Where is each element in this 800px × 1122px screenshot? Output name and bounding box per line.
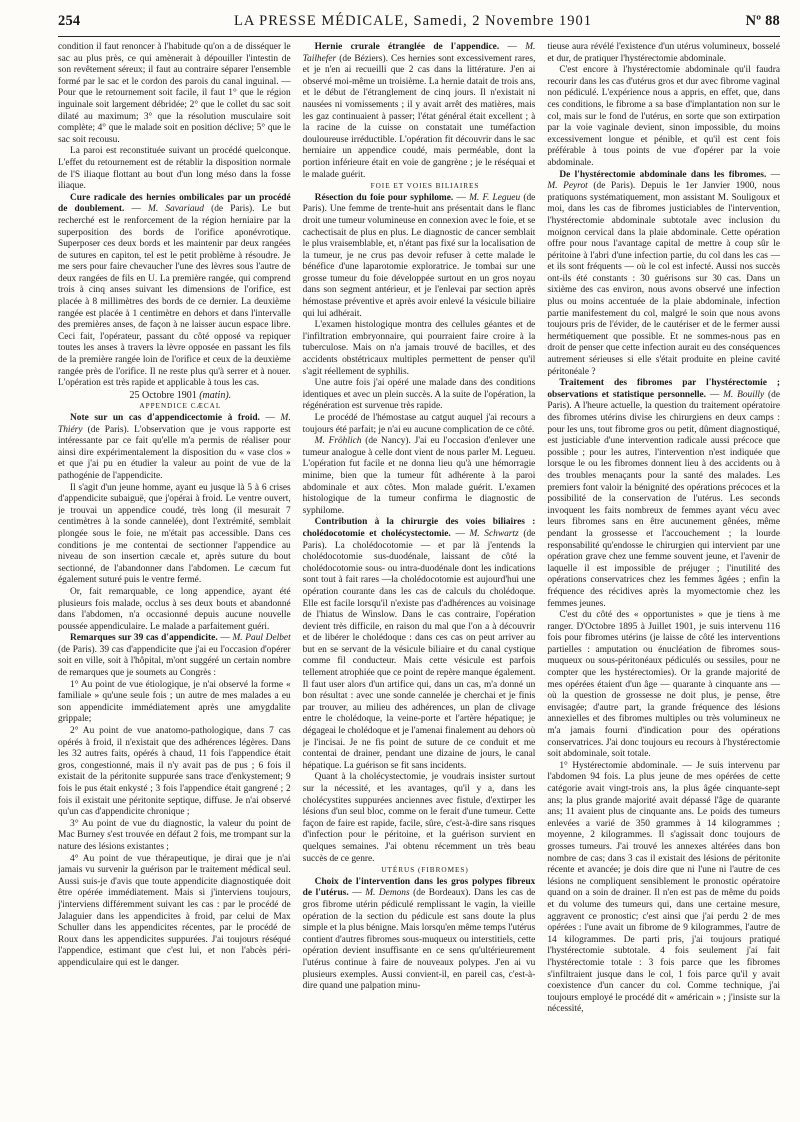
paragraph: Remarques sur 39 cas d'appendicite. — M. Paul Delbet (de Paris). 39 cas d'appendicite que j'ai eu l'occasion d'opérer soit en ville, soit à l'hôpital, m'ont suggéré un certain nombre de remarques que je soumets au Congrès : [58,633,291,679]
column-1 [58,42,291,1118]
article-text: (de Paris). Une femme de trente-huit ans présentait dans le flanc droit une tumeur volumineuse en connexion avec le foie, et se cachectisait de plus en plus. Le diagnostic de cancer semblait le plus vraisemblable, et, n'étant pas fixé sur la localisation de la tumeur, je ne crus pas devoir refuser à cette malade le bénéfice d'une laparotomie exploratrice. Je tombai sur une grosse tumeur du foie développée surtout en un gros noyau dans son segment antérieur, et je l'enlevai par section après hémostase préventive et après avoir enlevé la vésicule biliaire qui lui adhérait. [302,192,536,319]
article-text: (de Bordeaux). Dans les cas de gros fibrome utérin pédiculé remplissant le vagin, la vieille opération de la section du pédicule est sans doute la plus simple et la plus bénigne. Mais lorsqu'en même temps l'utérus contient d'autres fibromes sous-muqueux ou interstitiels, cette opération devient insuffisante en ce sens qu'ultérieurement l'utérus continue à faire de nouveaux polypes. J'en ai vu plusieurs exemples. Aussi convient-il, en pareil cas, c'est-à-dire quand une palpation minu- [302,888,536,992]
paragraph [303,436,536,517]
paragraph: L'examen histologique montra des cellules géantes et de l'infiltration embryonnaire, qui pourraient faire croire à la tuberculose. Mais on n'a jamais trouvé de bacilles, et des accidents obstétricaux multiples permettent de penser qu'il s'agit réellement de syphilis. [302,320,536,377]
author: M. Fröhlich [314,436,362,447]
article-heading: De l'hystérectomie abdominale dans les fibromes. [559,169,767,180]
paragraph: Or, fait remarquable, ce long appendice, ayant été plusieurs fois malade, occlus à ses deux bouts et abandonné dans l'abdomen, n'a occasionné depuis aucune nouvelle poussée appendiculaire. Le malade a parfaitement guéri. [58,586,291,632]
article-text: (de Paris). Depuis le 1er Janvier 1900, nous pratiquons systématiquement, mon assistant M. Souligoux et moi, dans les cas de fibromes justiciables de l'intervention, l'hystérectomie abdominale subtotale avec inclusion du moignon cervical dans la plaie abdominale. Cette opération offre pour nous l'avantage capital de mettre à coup sûr le péritoine à l'abri d'une infection partie, du col dans les cas — et ils sont fréquents — où le col est infecté. Aussi nos succès ont-ils été constants : 30 guérisons sur 30 cas. Dans un sixième des cas environ, nous avons observé une infection plus ou moins accentuée de la plaie abdominale, infection partie manifestement du col, malgré le soin que nous avons toujours pris de l'évider, de le cautériser et de le fermer aussi hermétiquement que possible. Et ne sommes-nous pas en droit de penser que cette infection aurait eu des conséquences autrement sérieuses si elle s'était produite en pleine cavité péritonéale ? [547,181,781,377]
paragraph: Choix de l'intervention dans les gros polypes fibreux de l'utérus. — M. Demons (de Bordeaux). Dans les cas de gros fibrome utérin pédiculé remplissant le vagin, la vieille opération de la section du pédicule est sans doute la plus simple et la plus bénigne. Mais lorsqu'en même temps l'utérus contient d'autres fibromes sous-muqueux ou interstitiels, cette opération devient insuffisante en ce sens qu'ultérieurement l'utérus continue à faire de nouveaux polypes. J'en ai vu plusieurs exemples. Aussi convient-il, en pareil cas, c'est-à-dire quand une palpation minu- [302,876,536,992]
paragraph: Contribution à la chirurgie des voies biliaires : cholédocotomie et cholécystectomie. — M. Schwartz (de Paris). La cholédocotomie — et par là j'entends la cholédocotomie sus-duodénale, laissant de côté la cholédocotomie sous- ou intra-duodénale dont les indications sont tout à fait rares —la cholédocotomie est aujourd'hui une opération courante dans les cas de calculs du cholédoque. Elle est facile lorsqu'il n'existe pas d'adhérences au voisinage de l'hiatus de Winslow. Dans le cas contraire, l'opération devient très difficile, en raison du mal que l'on a à découvrir et de libérer le cholédoque : dans ces cas on peut arriver au but en se servant de la vésicule biliaire et du canal cystique comme fil conducteur. Mais cette vésicule est parfois tellement atrophiée que ce point de repère manque également. Il faut user alors d'un artifice qui, dans un cas, m'a donné un bon résultat : avec une sonde cannelée je cherchai et je finis par trouver, au milieu des adhérences, un plan de clivage entre le cholédoque, la veine-porte et l'artère hépatique; je dégageai le cholédoque et je l'amenai finalement au dehors où je l'incisai. Je ne fis point de suture de ce conduit et me contentai de drainer, pendant une dizaine de jours, le canal hépatique. La guérison se fit sans incidents. [302,517,536,771]
author: M. Savariaud [148,204,204,215]
article-text: (de Paris). L'observation que je vous rapporte est intéressante par ce fait qu'elle m'a permis de réaliser pour ainsi dire expérimentalement la disposition du « vase clos » et que j'ai pu en étudier la valeur au point de vue de la pathogénie de l'appendicite. [58,424,291,481]
text-columns [58,42,780,1118]
paragraph: Cure radicale des hernies ombilicales par un procédé de doublement. — M. Savariaud (de Paris). Le but recherché est le renforcement de la région herniaire par la superposition des bords de l'orifice aponévrotique. Superposer ces deux bords et les maintenir par deux rangées de sutures en capiton, tel est le petit problème à résoudre. Je me sers pour faire chevaucher l'une des lèvres sous l'autre de deux rangées de fils en U. La première rangée, qui comprend trois à cinq anses suivant les dimensions de l'orifice, est placée à 8 millimètres des bords de ce dernier. La deuxième rangée est placée à 1 centimètre en dehors et dans l'intervalle des premières anses, de façon à ne laisser aucun espace libre. Ceci fait, l'opérateur, passant du côté opposé va repiquer toutes les anses à travers la lèvre opposée en passant les fils de la première rangée loin de l'orifice et ceux de la deuxième rangée près de l'orifice. Il ne reste plus qu'à serrer et à nouer. L'opération est très rapide et applicable à tous les cas. [58,192,291,389]
paragraph: 3° Au point de vue du diagnostic, la valeur du point de Mac Burney s'est trouvée en défaut 2 fois, me trompant sur la nature des lésions existantes ; [58,818,291,852]
paragraph: La paroi est reconstituée suivant un procédé quelconque. L'effet du retournement est de rétablir la disposition normale de l'S iliaque flottant au bout d'un long méso dans la fosse iliaque. [58,146,291,192]
paragraph: 4° Au point de vue thérapeutique, je dirai que je n'ai jamais vu survenir la guérison par le traitement médical seul. Aussi suis-je d'avis que toute appendicite diagnostiquée doit être opérée immédiatement. Mais si j'interviens toujours, j'interviens différemment suivant les cas : par le procédé de Jalaguier dans les appendicites à froid, par celui de Max Schuller dans les appendicites récentes, par le procédé de Roux dans les appendicites suppurées. J'ai toujours réséqué l'appendice, estimant que c'est lui, et non l'abcès péri-appendiculaire qui est le danger. [58,853,291,968]
page-number: 254 [58,12,81,29]
page-header [58,8,780,34]
article-text: (de Béziers). Ces hernies sont excessivement rares, et je n'en ai recueilli que 2 cas dans la littérature. J'en ai observé moi-même un troisième. La hernie datait de trois ans, et le début de l'étranglement de cinq jours. Il n'existait ni nausées ni vomissements ; il y avait arrêt des matières, mais les gaz continuaient à passer; l'état général était excellent ; à la racine de la cuisse on constatait une tuméfaction douloureuse irréductible. L'opération fit découvrir dans le sac herniaire un appendice coudé, mais perméable, dont la portion inférieure était en voie de gangrène ; je le réséquai et le malade guérit. [302,53,536,180]
article-heading: Remarques sur 39 cas d'appendicite. [70,633,218,644]
author: M. Tailhefer [302,42,536,64]
issue-date: Samedi, 2 Novembre 1901 [413,12,592,29]
column-2 [303,42,536,1118]
article-text: (de Paris). La cholédocotomie — et par là j'entends la cholédocotomie sus-duodénale, laissant de côté la cholédocotomie sous- ou intra-duodénale dont les indications sont tout à fait rares —la cholédocotomie est aujourd'hui une opération courante dans les cas de calculs du cholédoque. Elle est facile lorsqu'il n'existe pas d'adhérences au voisinage de l'hiatus de Winslow. Dans le cas contraire, l'opération devient très difficile, en raison du mal que l'on a à découvrir et de libérer le cholédoque : dans ces cas on peut arriver au but en se servant de la vésicule biliaire et du canal cystique comme fil conducteur. Mais cette vésicule est parfois tellement atrophiée que ce point de repère manque également. Il faut user alors d'un artifice qui, dans un cas, m'a donné un bon résultat : avec une sonde cannelée je cherchai et je finis par trouver, au milieu des adhérences, un plan de clivage entre le cholédoque, la veine-porte et l'artère hépatique; je dégageai le cholédoque et je l'amenai finalement au dehors où je l'incisai. Je ne fis point de suture de ce conduit et me contentai de drainer, pendant une dizaine de jours, le canal hépatique. La guérison se fit sans incidents. [302,528,536,771]
paragraph: Le procédé de l'hémostase au catgut auquel j'ai recours a toujours été parfait; je n'ai eu aucune complication de ce côté. [302,413,536,435]
paragraph: 1° Hystérectomie abdominale. — Je suis intervenu par l'abdomen 94 fois. La plus jeune de mes opérées de cette catégorie avait vingt-trois ans, la plus âgée cinquante-sept ans; la plus grande majorité avait dépassé l'âge de quarante ans; 11 avaient plus de cinquante ans. Le poids des tumeurs enlevées a varié de 350 grammes à 14 kilogrammes ; moyenne, 2 kilogrammes. Il s'agissait donc toujours de grosses tumeurs. J'ai trouvé les annexes altérées dans bon nombre de cas; dans 3 cas il existait des lésions de péritonite récente et avancée; je dois dire que ni l'une ni l'autre de ces lésions ne compliquent sensiblement le pronostic opératoire quand on a soin de drainer. Il n'en est pas de même du poids et du volume des tumeurs qui, dans une certaine mesure, aggravent ce pronostic; c'est ainsi que j'ai perdu 2 de mes opérées : l'une avait un fibrome de 9 kilogrammes, l'autre de 14 kilogrammes. De parti pris, j'ai toujours pratiqué l'hystérectomie subtotale. 4 fois seulement j'ai fait l'hystérectomie totale : 3 fois parce que les fibromes s'infiltraient jusque dans le col, 1 fois parce qu'il y avait coexistence d'un cancer du col. Comme technique, j'ai toujours employé le procédé dit « américain » ; j'insiste sur la nécessité, [547,760,781,1015]
author: M. F. Legueu [469,192,521,203]
author: M. Bouilly [723,389,765,400]
paragraph: Hernie crurale étranglée de l'appendice. — M. Tailhefer (de Béziers). Ces hernies sont excessivement rares, et je n'en ai recueilli que 2 cas dans la littérature. J'en ai observé moi-même un troisième. La hernie datait de trois ans, et le début de l'étranglement de cinq jours. Il n'existait ni nausées ni vomissements ; il y avait arrêt des matières, mais les gaz continuaient à passer; l'état général était excellent ; à la racine de la cuisse on constatait une tuméfaction douloureuse irréductible. L'opération fit découvrir dans le sac herniaire un appendice coudé, mais perméable, dont la portion inférieure était en voie de gangrène ; je le réséquai et le malade guérit. [302,42,536,180]
section-label: FOIE ET VOIES BILIAIRES [370,182,480,191]
author: M. Paul Delbet [232,633,291,644]
column-3 [547,42,780,1118]
article-heading: Résection du foie pour syphilome. [314,192,454,203]
article-text: (de Paris). Le but recherché est le renforcement de la région herniaire par la superposition des bords de l'orifice aponévrotique. Superposer ces deux bords et les maintenir par deux rangées de sutures en capiton, tel est le petit problème à résoudre. Je me sers pour faire chevaucher l'une des lèvres sous l'autre de deux rangées de fils en U. La première rangée, qui comprend trois à cinq anses suivant les dimensions de l'orifice, est placée à 8 millimètres des bords de ce dernier. La deuxième rangée est placée à 1 centimètre en dehors et dans l'intervalle des premières anses, de façon à ne laisser aucun espace libre. Ceci fait, l'opérateur, passant du côté opposé va repiquer toutes les anses à travers la lèvre opposée en passant les fils de la première rangée loin de l'orifice et ceux de la deuxième rangée près de l'orifice. Il ne reste plus qu'à serrer et à nouer. L'opération est très rapide et applicable à tous les cas. [58,204,291,389]
paragraph: Il s'agit d'un jeune homme, ayant eu jusque là 5 à 6 crises d'appendicite subaiguë, que j'opérai à froid. Le ventre ouvert, je trouvai un appendice coudé, très long (il mesurait 7 centimètres à la sonde cannelée), dont l'extrémité, semblait plongée sous le foie, ne m'était pas accessible. Dans ces conditions je me contentai de sectionner l'appendice au niveau de son insertion cæcale et, après suture du bout sectionné, de l'abandonner dans l'abdomen. Le cæcum fut également suturé puis le ventre fermé. [58,482,291,586]
article-text: (de Paris). 39 cas d'appendicite que j'ai eu l'occasion d'opérer soit en ville, soit à l'hôpital, m'ont suggéré un certain nombre de remarques que je soumets au Congrès : [58,644,291,679]
article-heading: Traitement des fibromes par l'hystérectomie ; observations et statistique personnelle. [547,378,781,400]
article-heading: Contribution à la chirurgie des voies biliaires : cholédocotomie et cholécystectomie. [302,517,536,539]
article-text: (de Nancy). J'ai eu l'occasion d'enlever une tumeur analogue à celle dont vient de nous parler M. Legueu. L'opération fut facile et ne donna lieu qu'à une hémorragie minime, bien que la tumeur fût adhérente à la paroi abdominale et aux côtes. Mon malade guérit. L'examen histologique de la tumeur confirma le diagnostic de syphilome. [302,436,536,516]
session-date: 25 Octobre 1901 (matin). [129,389,232,401]
section-label: UTÉRUS (FIBROMES) [381,866,469,875]
paragraph: 2° Au point de vue anatomo-pathologique, dans 7 cas opérés à froid, il n'existait que des adhérences légères. Dans les 32 autres faits, opérés à chaud, 11 fois l'appendice était gros, congestionné, mais il n'y avait pas de pus ; 6 fois il existait de la péritonite suppurée sans trace d'enkystement; 9 fois le pus était enkysté ; 3 fois l'appendice était gangrené ; 2 fois il existait une péritonite septique, diffuse. Je n'ai observé qu'un cas d'appendicite chronique ; [58,726,291,818]
paragraph: Traitement des fibromes par l'hystérectomie ; observations et statistique personnelle. — M. Bouilly (de Paris). A l'heure actuelle, la question du traitement opératoire des fibromes utérins divise les chirurgiens en deux camps : pour les uns, tout fibrome gros ou petit, dûment diagnostiqué, est justiciable d'une intervention radicale aussi précoce que possible ; pour les autres, l'intervention n'est indiquée que lorsque le ou les fibromes donnent lieu à des accidents ou à des troubles menaçants pour la santé des malades. Les premiers font valoir la bénignité des opérations précoces et la possibilité de la conservation de l'utérus. Les seconds invoquent les faits nombreux de femmes ayant vécu avec leurs fibromes sans en être aucunement gênées, même pendant la grossesse et l'accouchement ; la lourde responsabilité qu'endosse le chirurgien qui intervient par une opération grave chez une femme souvent jeune, et l'avenir de laquelle il est impossible de préjuger ; l'inutilité des opérations conservatrices chez les femmes âgées ; enfin la fréquence des récidives après la myomectomie chez les femmes jeunes. [547,378,781,609]
section-label: APPENDICE CÆCAL [139,402,222,411]
author: M. Demons [365,888,410,899]
paragraph: C'est encore à l'hystérectomie abdominale qu'il faudra recourir dans les cas d'utérus gros et dur avec fibrome vaginal non pédiculé. L'expérience nous a appris, en effet, que, dans ces conditions, le fibrome a sa base d'implantation non sur le col, mais sur le fond de l'utérus, en sorte que son extirpation par la voie vaginale devient, sinon impossible, du moins excessivement longue et pénible, et qu'il est cent fois préférable à tous points de vue d'opérer par la voie abdominale. [547,65,781,168]
issue-number: Nº 88 [745,12,780,29]
article-text: (de Paris). A l'heure actuelle, la question du traitement opératoire des fibromes utérins divise les chirurgiens en deux camps : pour les uns, tout fibrome gros ou petit, dûment diagnostiqué, est justiciable d'une intervention radicale aussi précoce que possible ; pour les autres, l'intervention n'est indiquée que lorsque le ou les fibromes donnent lieu à des accidents ou à des troubles menaçants pour la santé des malades. Les premiers font valoir la bénignité des opérations précoces et la possibilité de la conservation de l'utérus. Les seconds invoquent les faits nombreux de femmes ayant vécu avec leurs fibromes sans en être aucunement gênées, même pendant la grossesse et l'accouchement ; la lourde responsabilité qu'endosse le chirurgien qui intervient par une opération grave chez une femme souvent jeune, et l'avenir de laquelle il est impossible de préjuger ; l'inutilité des opérations conservatrices chez les femmes âgées ; enfin la fréquence des récidives après la myomectomie chez les femmes jeunes. [547,389,781,609]
paragraph: De l'hystérectomie abdominale dans les fibromes. — M. Peyrot (de Paris). Depuis le 1er Janvier 1900, nous pratiquons systématiquement, mon assistant M. Souligoux et moi, dans les cas de fibromes justiciables de l'intervention, l'hystérectomie abdominale subtotale avec inclusion du moignon cervical dans la plaie abdominale. Cette opération offre pour nous l'avantage capital de mettre à coup sûr le péritoine à l'abri d'une infection partie, du col dans les cas — et ils sont fréquents — où le col est infecté. Aussi nos succès ont-ils été constants : 30 guérisons sur 30 cas. Dans un sixième des cas environ, nous avons observé une infection plus ou moins accentuée de la plaie abdominale, infection partie manifestement du col, malgré le soin que nous avons toujours pris de l'évider, de le cautériser et de le fermer aussi hermétiquement que possible. Et ne sommes-nous pas en droit de penser que cette infection aurait eu des conséquences autrement sérieuses si elle s'était produite en pleine cavité péritonéale ? [547,169,781,377]
article-heading: Note sur un cas d'appendicectomie à froid. [70,413,260,423]
journal-name: LA PRESSE MÉDICALE, [234,12,409,29]
author: M. Schwartz [469,528,519,539]
paragraph: Note sur un cas d'appendicectomie à froid. — M. Thiéry (de Paris). L'observation que je vous rapporte est intéressante par ce fait qu'elle m'a permis de réaliser pour ainsi dire expérimentalement la disposition du « vase clos » et que j'ai pu en étudier la valeur au point de vue de la pathogénie de l'appendicite. [58,413,291,481]
article-heading: Choix de l'intervention dans les gros polypes fibreux de l'utérus. [302,876,536,899]
author: M. Thiéry [58,413,291,435]
article-heading: Hernie crurale étranglée de l'appendice. [314,42,500,52]
author: M. Peyrot [547,181,588,192]
article-heading: Cure radicale des hernies ombilicales par un procédé de doublement. [58,192,291,215]
paragraph: condition il faut renoncer à l'habitude qu'on a de disséquer le sac au plus près, ce qui amènerait à dépouiller l'intestin de son revêtement séreux; il faut au contraire séparer l'ensemble formé par le sac et le cordon des parois du canal inguinal. — Pour que le retournement soit facile, il faut 1° que le région inguinale soit largement débridée; 2° que le collet du sac soit dilaté au maximum; 3° que la résolution musculaire soit complète; 4° que le malade soit en position déclive; 5° que le sac soit recousu. [58,42,291,145]
journal-title-line [234,13,592,30]
paragraph: tieuse aura révélé l'existence d'un utérus volumineux, bosselé et dur, de pratiquer l'hystérectomie abdominale. [547,42,781,64]
paragraph: Résection du foie pour syphilome. — M. F. Legueu (de Paris). Une femme de trente-huit ans présentait dans le flanc droit une tumeur volumineuse en connexion avec le foie, et se cachectisait de plus en plus. Le diagnostic de cancer semblait le plus vraisemblable, et, n'étant pas fixé sur la localisation de la tumeur, je ne crus pas devoir refuser à cette malade le bénéfice d'une laparotomie exploratrice. Je tombai sur une grosse tumeur du foie développée surtout en un gros noyau dans son segment antérieur, et je l'enlevai par section après hémostase préventive et après avoir enlevé la vésicule biliaire qui lui adhérait. [302,192,536,319]
paragraph: C'est du côté des « opportunistes » que je tiens à me ranger. D'Octobre 1895 à Juillet 1901, je suis intervenu 116 fois pour fibromes utérins (je laisse de côté les interventions partielles : amputation ou énucléation de fibromes sous-muqueux ou sous-péritonéaux pédiculés ou sessiles, pour ne compter que les hystérectomies). Or la grande majorité de mes opérées étaient d'un âge — quarante à cinquante ans — où la question de grossesse ne doit plus, je pense, être envisagée; d'autre part, la grande fréquence des lésions annexielles et des fibromes multiples ou très volumineux ne m'a jamais fourni d'indication pour des opérations conservatrices. J'ai donc toujours eu recours à l'hystérectomie soit abdominale, soit totale. [547,610,781,760]
paragraph: 1° Au point de vue étiologique, je n'ai observé la forme « familiale » qu'une seule fois ; un autre de mes malades a eu son appendicite immédiatement après une amygdalite grippale; [58,679,291,725]
paragraph: Quant à la cholécystectomie, je voudrais insister surtout sur la nécessité, et les avantages, qu'il y a, dans les cholécystites suppurées anciennes avec fistule, d'extirper les lésions d'un seul bloc, comme on le ferait d'une tumeur. Cette façon de faire est rapide, facile, sûre, c'est-à-dire sans risques d'infection pour le péritoine, et la guérison survient en quelques semaines. J'ai obtenu récemment un très beau succès de ce genre. [302,772,536,864]
paragraph: Une autre fois j'ai opéré une malade dans des conditions identiques et avec un plein succès. A la suite de l'opération, la régénération est survenue très rapide. [302,378,536,412]
header-rule [58,36,780,37]
